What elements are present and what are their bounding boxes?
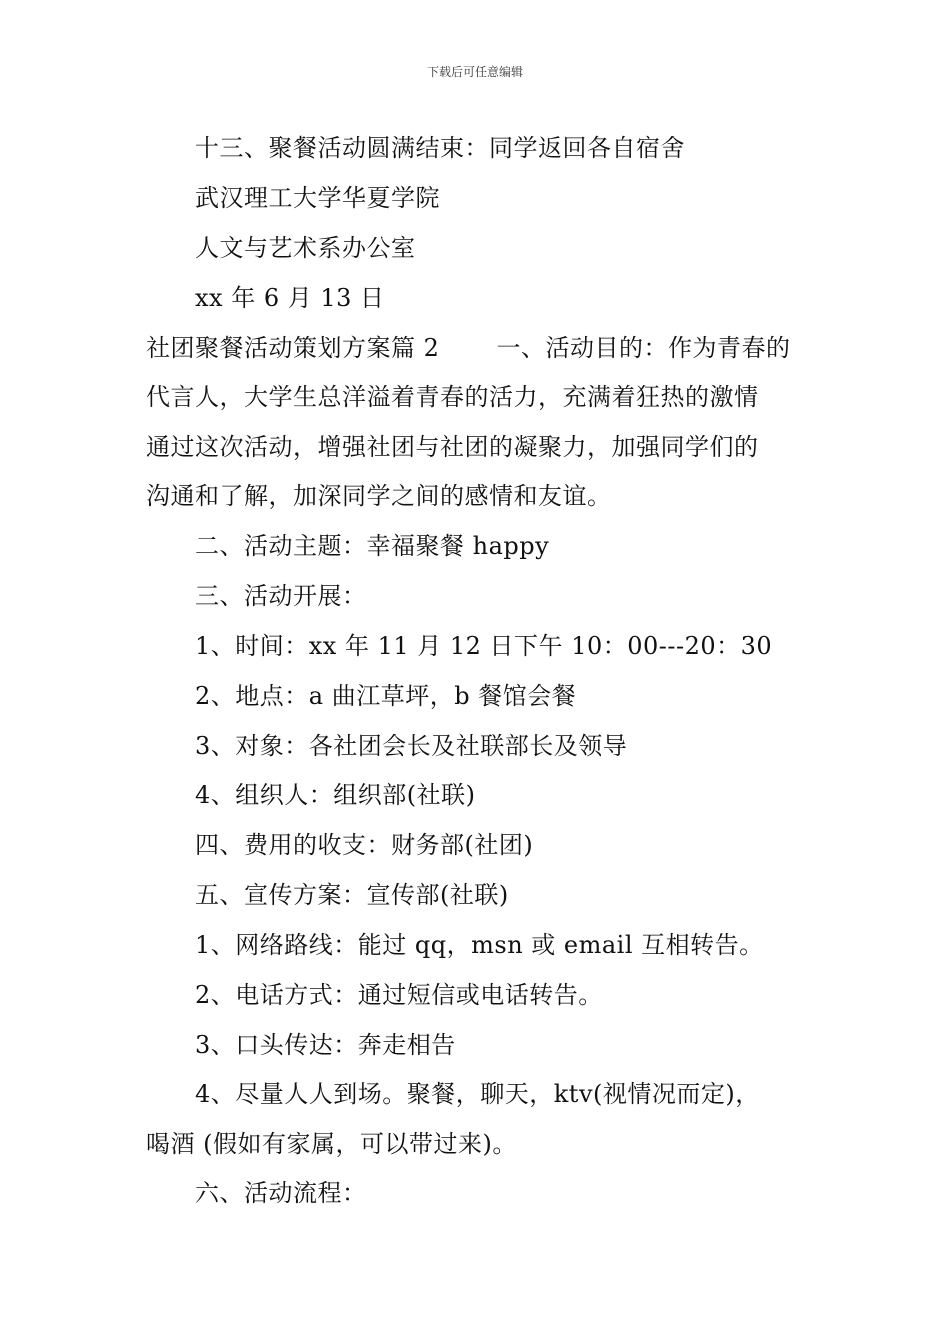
text-line: 武汉理工大学华夏学院 (195, 184, 440, 212)
text-line: 4、组织人：组织部(社联) (195, 781, 476, 809)
page-header: 下载后可任意编辑 (426, 65, 523, 79)
text-line: 十三、聚餐活动圆满结束：同学返回各自宿舍 (195, 134, 685, 162)
text-line: 沟通和了解，加深同学之间的感情和友谊。 (146, 482, 612, 510)
text-line: 二、活动主题：幸福聚餐 happy (195, 532, 550, 560)
text-line: 五、宣传方案：宣传部(社联) (195, 881, 509, 909)
text-line: 1、时间：xx 年 11 月 12 日下午 10：00---20：30 (195, 632, 773, 660)
text-line: 2、电话方式：通过短信或电话转告。 (195, 981, 603, 1009)
text-line: xx 年 6 月 13 日 (195, 284, 385, 312)
text-line: 三、活动开展： (195, 582, 367, 610)
text-line: 社团聚餐活动策划方案篇 2 一、活动目的：作为青春的 (146, 334, 791, 362)
text-line: 四、费用的收支：财务部(社团) (195, 831, 534, 859)
text-line: 3、对象：各社团会长及社联部长及领导 (195, 732, 628, 760)
text-line: 六、活动流程： (195, 1179, 367, 1207)
text-line: 通过这次活动，增强社团与社团的凝聚力，加强同学们的 (146, 433, 759, 461)
text-line: 代言人，大学生总洋溢着青春的活力，充满着狂热的激情 (146, 383, 759, 411)
text-line: 2、地点：a 曲江草坪，b 餐馆会餐 (195, 682, 577, 710)
text-line: 3、口头传达：奔走相告 (195, 1031, 456, 1059)
text-line: 1、网络路线：能过 qq，msn 或 email 互相转告。 (195, 931, 764, 959)
text-line: 4、尽量人人到场。聚餐，聊天，ktv(视情况而定)， (195, 1080, 760, 1108)
text-line: 喝酒 (假如有家属，可以带过来)。 (146, 1130, 517, 1158)
text-line: 人文与艺术系办公室 (195, 234, 416, 262)
